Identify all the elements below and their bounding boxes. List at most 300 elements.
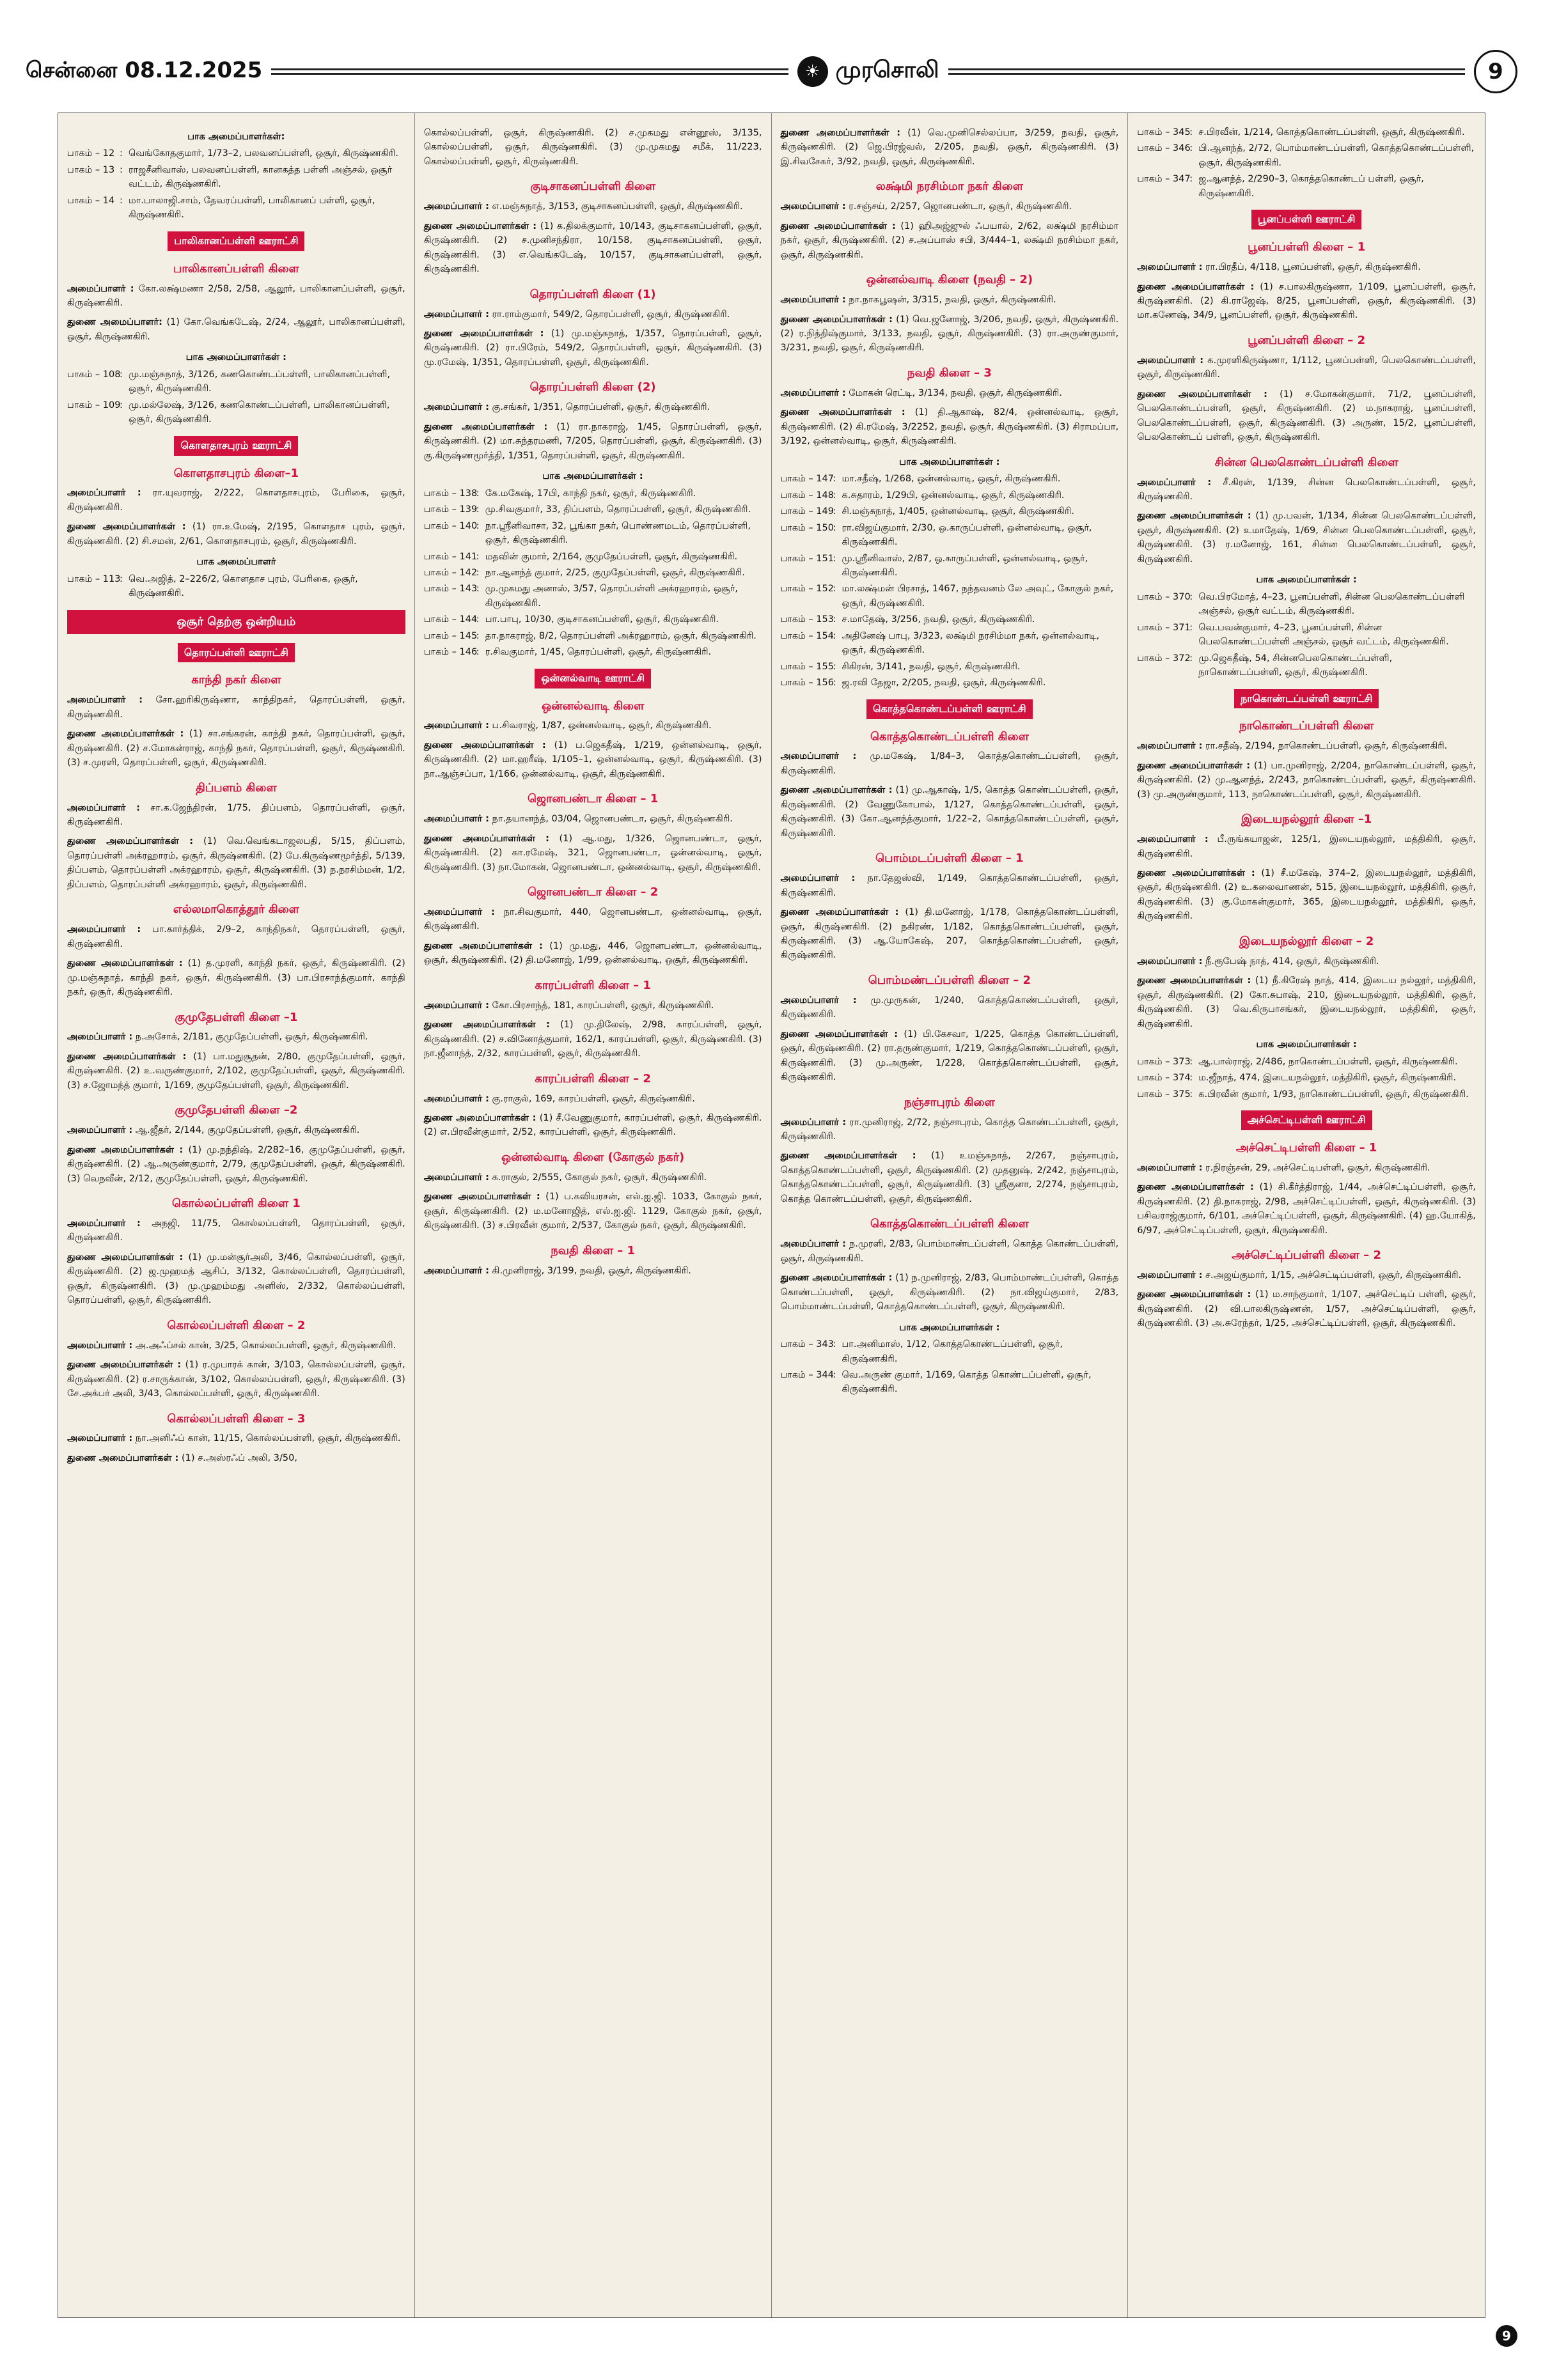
branch-heading: பூனப்பள்ளி கிளை – 1 (1248, 240, 1366, 254)
organiser-details: (1) ஹிஅஜ்ஜுல் ஃபயால், 2/62, லக்ஷ்மி நரசிம்மா நகர், ஒசூர், கிருஷ்ணகிரி. (2) ச.அப்பாஸ் சபி, 3/444–1, லக்ஷ்மி நரசிம்மா நகர், ஒசூர், கிருஷ்ணகிரி. (780, 221, 1119, 260)
booth-organiser: ஆ.பால்ராஜ், 2/486, நாகொண்டப்பள்ளி, ஒசூர், கிருஷ்ணகிரி. (1198, 1056, 1458, 1067)
role-label: துணை அமைப்பாளர்கள் : (780, 221, 896, 231)
branch-heading: கொல்லப்பள்ளி கிளை – 2 (167, 1318, 306, 1332)
organiser-details: (1) ம.சாந்குமார், 1/107, அச்செட்டிப் பள்ளி, ஒசூர், கிருஷ்ணகிரி. (2) வி.பாலகிருஷ்ணன், 1/57, அச்செட்டிப்பள்ளி, ஒசூர், கிருஷ்ணகிரி. (3) அ.சுரேந்தர், 1/25, அச்செட்டிப்பள்ளி, ஒசூர், கிருஷ்ணகிரி. (1137, 1289, 1476, 1329)
row-separator: : (476, 584, 480, 595)
organiser-details: (1) மு.மஞ்சுநாத், 1/357, தொரப்பள்ளி, ஒசூர், கிருஷ்ணகிரி. (2) ரா.பிரேம், 549/2, தொரப்பள்ளி, ஒசூர், கிருஷ்ணகிரி. (3) மு.ரமேஷ், 1/351, தொரப்பள்ளி, ஒசூர், கிருஷ்ணகிரி. (423, 329, 762, 368)
organiser-entry (424, 1190, 762, 1233)
row-separator: : (476, 614, 480, 625)
role-label: துணை அமைப்பாளர்கள் : (1137, 389, 1267, 400)
paper-logo (797, 56, 939, 87)
row-separator: : (1189, 127, 1193, 137)
organiser-entry (781, 1271, 1119, 1314)
organiser-entry (781, 313, 1119, 355)
organiser-entry (781, 1116, 1119, 1144)
branch-heading: நவதி கிளை – 1 (551, 1243, 636, 1257)
organiser-details: (1) ந.முனிராஜ், 2/83, பொம்மாண்டப்பள்ளி, கொத்த கொண்டப்பள்ளி, ஒசூர், கிருஷ்ணகிரி. (2) நா.விஜய்குமார், 2/83, பொம்மாண்டப்பள்ளி, கொத்தகொண்டப்பள்ளி, ஒசூர், கிருஷ்ணகிரி. (780, 1273, 1119, 1312)
booth-organiser: மு.மஞ்சுநாத், 3/126, கணகொண்டப்பள்ளி, பாலிகானப்பள்ளி, ஒசூர், கிருஷ்ணகிரி. (129, 369, 391, 394)
role-label: அமைப்பாளர் : (423, 1172, 489, 1183)
panchayat-heading: கொளதாசபுரம் ஊராட்சி (174, 436, 298, 456)
organiser-details: ரா.முனிராஜ், 2/72, நஞ்சாபுரம், கொத்த கொண்டப்பள்ளி, ஒசூர், கிருஷ்ணகிரி. (780, 1117, 1119, 1142)
booth-row (1137, 1071, 1476, 1085)
booth-row (781, 472, 1119, 486)
organiser-details: (1) ர.முபாரக் கான், 3/103, கொல்லப்பள்ளி, ஒசூர், கிருஷ்ணகிரி. (2) ர.சாருக்கான், 3/102, கொல்லப்பள்ளி, ஒசூர், கிருஷ்ணகிரி. (3) சே.அக்பர் அலி, 3/43, கொல்லப்பள்ளி, ஒசூர், கிருஷ்ணகிரி. (67, 1360, 405, 1399)
organiser-details: (1) சா.சங்கரன், காந்தி நகர், தொரப்பள்ளி, ஒசூர், கிருஷ்ணகிரி. (2) ச.மோகன்ராஜ், காந்தி நகர், தொரப்பள்ளி, ஒசூர், கிருஷ்ணகிரி. (3) ச.முரளி, தொரப்பள்ளி, ஒசூர், கிருஷ்ணகிரி. (67, 729, 405, 768)
organiser-details: நா.சிவகுமார், 440, ஜொனபண்டா, ஒன்னல்வாடி, ஒசூர், கிருஷ்ணகிரி. (423, 907, 762, 932)
organiser-details: (1) மு.மது, 446, ஜொனபண்டா, ஒன்னல்வாடி, ஒசூர், கிருஷ்ணகிரி. (2) தி.மனோஜ், 1/99, ஒன்னல்வாடி, ஒசூர், கிருஷ்ணகிரி. (423, 940, 762, 966)
role-label: துணை அமைப்பாளர்கள் : (67, 1452, 179, 1463)
role-label: அமைப்பாளர் : (67, 1032, 133, 1043)
row-separator: : (120, 195, 123, 206)
row-separator: : (476, 551, 480, 562)
organiser-details: ரா.யுவராஜ், 2/222, கொளதாசபுரம், பேரிகை, ஒசூர், கிருஷ்ணகிரி. (67, 488, 405, 513)
organiser-entry (424, 832, 762, 875)
role-label: துணை அமைப்பாளர்: (67, 317, 162, 328)
role-label: அமைப்பாளர் : (780, 387, 846, 398)
booth-organiser: மா.லக்ஷ்மன் பிரசாத், 1467, நந்தவனம் லே அவுட், கோகுல் நகர், ஒசூர், கிருஷ்ணகிரி. (842, 584, 1114, 609)
organiser-details: ஆ.ஜீதர், 2/144, குமுதேப்பள்ளி, ஒசூர், கிருஷ்ணகிரி. (135, 1125, 360, 1136)
role-label: அமைப்பாளர் : (1137, 262, 1203, 273)
organiser-entry (781, 219, 1119, 262)
panchayat-heading: தொரப்பள்ளி ஊராட்சி (178, 643, 295, 663)
role-label: அமைப்பாளர் : (423, 1093, 489, 1104)
organiser-entry (424, 1171, 762, 1185)
branch-heading: காந்தி நகர் கிளை (191, 673, 281, 687)
role-label: அமைப்பாளர் : (67, 1433, 133, 1444)
organiser-details: கொல்லப்பள்ளி, ஒசூர், கிருஷ்ணகிரி. (2) ச.முகமது என்னூஸ், 3/135, கொல்லப்பள்ளி, ஒசூர், கிருஷ்ணகிரி. (3) மு.முகமது சமீக், 11/223, கொல்லப்பள்ளி, ஒசூர், கிருஷ்ணகிரி. (423, 128, 762, 167)
organiser-entry (67, 1250, 405, 1308)
booth-number: பாகம் – 370 (1137, 591, 1191, 602)
booth-row (67, 398, 405, 427)
role-label: துணை அமைப்பாளர்கள் : (67, 1252, 184, 1263)
branch-heading: காரப்பள்ளி கிளை – 2 (535, 1071, 651, 1085)
organiser-details: (1) பா.மதுசூதன், 2/80, குமுதேப்பள்ளி, ஒசூர், கிருஷ்ணகிரி. (2) உ.வருண்குமார், 2/102, குமுதேப்பள்ளி, ஒசூர், கிருஷ்ணகிரி. (3) ச.ஜோமந்த் குமார், 1/169, குமுதேப்பள்ளி, ஒசூர், கிருஷ்ணகிரி. (67, 1051, 405, 1091)
organiser-entry (67, 1431, 405, 1445)
row-separator: : (120, 369, 123, 380)
masthead-rule-left (271, 68, 788, 75)
booth-number: பாகம் – 154 (780, 630, 834, 641)
role-label: துணை அமைப்பாளர்கள் : (780, 314, 893, 325)
organiser-entry (67, 727, 405, 770)
booth-organiser: பா.பாபு, 10/30, குடிசாகனப்பள்ளி, ஒசூர், கிருஷ்ணகிரி. (485, 614, 719, 625)
organiser-entry (67, 1143, 405, 1186)
booth-number: பாகம் – 109 (67, 400, 121, 410)
organiser-entry (67, 834, 405, 892)
organiser-entry (424, 905, 762, 934)
organiser-details: (1) ச.பாலகிருஷ்ணா, 1/109, பூனப்பள்ளி, ஒசூர், கிருஷ்ணகிரி. (2) கி.ராஜேஷ், 8/25, பூனப்பள்ளி, ஒசூர், கிருஷ்ணகிரி. (3) மா.கணேஷ், 34/9, பூனப்பள்ளி, ஒசூர், கிருஷ்ணகிரி. (1137, 281, 1476, 321)
role-label: துணை அமைப்பாளர்கள் : (780, 1029, 898, 1039)
organiser-details: ரா.பிரதீப், 4/118, பூனப்பள்ளி, ஒசூர், கிருஷ்ணகிரி. (1205, 262, 1421, 273)
branch-heading: தொரப்பள்ளி கிளை (2) (529, 380, 656, 394)
booth-number: பாகம் – 143 (423, 584, 478, 595)
role-label: துணை அமைப்பாளர்கள் : (423, 421, 548, 432)
booth-organiser: மா.சதீஷ், 1/268, ஒன்னல்வாடி, ஒசூர், கிருஷ்ணகிரி. (842, 474, 1061, 485)
column-2 (415, 113, 772, 2317)
booth-number: பாகம் – 345 (1137, 127, 1191, 137)
booth-row (1137, 651, 1476, 680)
organiser-details: (1) பா.முனிராஜ், 2/204, நாகொண்டப்பள்ளி, ஒசூர், கிருஷ்ணகிரி. (2) மு.ஆனந்த், 2/243, நாகொண்டப்பள்ளி, ஒசூர், கிருஷ்ணகிரி. (3) மு.அருண்குமார், 113, நாகொண்டப்பள்ளி, ஒசூர், கிருஷ்ணகிரி. (1137, 760, 1476, 800)
organiser-entry (424, 307, 762, 322)
booth-row (781, 676, 1119, 690)
role-label: அமைப்பாளர் : (1137, 477, 1212, 488)
booth-organiser: சி.மஞ்சுநாத், 1/405, ஒன்னல்வாடி, ஒசூர், கிருஷ்ணகிரி. (842, 506, 1074, 517)
organiser-details: நா.தயானந்த், 03/04, ஜொனபண்டா, ஒசூர், கிருஷ்ணகிரி. (492, 814, 733, 825)
column-3 (772, 113, 1129, 2317)
organiser-details: நா.அனிஃப் கான், 11/15, கொல்லப்பள்ளி, ஒசூர், கிருஷ்ணகிரி. (135, 1433, 401, 1444)
organiser-entry (67, 1123, 405, 1137)
booth-number: பாகம் – 375 (1137, 1089, 1191, 1100)
booth-organiser: மு.சிவகுமார், 33, திப்பளம், தொரப்பள்ளி, ஒசூர், கிருஷ்ணகிரி. (485, 504, 751, 515)
role-label: துணை அமைப்பாளர்கள் : (780, 1151, 916, 1162)
organiser-entry (1137, 354, 1476, 382)
organiser-details: எ.மஞ்சுநாத், 3/153, குடிசாகனப்பள்ளி, ஒசூர், கிருஷ்ணகிரி. (492, 201, 743, 212)
row-separator: : (833, 553, 836, 564)
booth-organiser: ச.மாதேஷ், 3/256, நவதி, ஒசூர், கிருஷ்ணகிரி. (842, 614, 1035, 625)
booth-number: பாகம் – 148 (780, 490, 834, 501)
booth-organiser: பி.ஆனந்த், 2/72, பொம்மாண்டப்பள்ளி, கொத்தகொண்டப்பள்ளி, ஒசூர், கிருஷ்ணகிரி. (1198, 143, 1475, 168)
booth-number: பாகம் – 147 (780, 474, 834, 485)
booth-number: பாகம் – 372 (1137, 653, 1191, 664)
branch-heading: கொல்லப்பள்ளி கிளை 1 (171, 1197, 301, 1211)
organiser-entry (781, 871, 1119, 900)
role-label: அமைப்பாளர் : (423, 814, 489, 825)
organiser-details: கு.சங்கர், 1/351, தொரப்பள்ளி, ஒசூர், கிருஷ்ணகிரி. (492, 402, 710, 413)
branch-heading: திப்பளம் கிளை (196, 781, 277, 795)
role-label: துணை அமைப்பாளர்கள் : (423, 833, 549, 844)
organiser-details: (1) வெ.ஜனோஜ், 3/206, நவதி, ஒசூர், கிருஷ்ணகிரி. (2) ர.நித்திஷ்குமார், 3/133, நவதி, ஒசூர், கிருஷ்ணகிரி. (3) ரா.அருண்குமார், 3/231, நவதி, ஒசூர், கிருஷ்ணகிரி. (780, 314, 1119, 354)
organiser-details: (1) சி.கீர்த்திராஜ், 1/44, அச்செட்டிப்பள்ளி, ஒசூர், கிருஷ்ணகிரி. (2) தி.நாகராஜ், 2/98, அச்செட்டிப்பள்ளி, ஒசூர், கிருஷ்ணகிரி. (3) பசிவராஜ்குமார், 6/101, அச்செட்டிப்பள்ளி, ஒசூர், கிருஷ்ணகிரி. (4) ஹ.யோகித், 6/97, அச்செட்டிப்பள்ளி, ஒசூர், கிருஷ்ணகிரி. (1137, 1182, 1476, 1236)
organiser-entry (781, 993, 1119, 1022)
organiser-entry (1137, 759, 1476, 802)
booth-organiser: மா.பாலாஜி.சாம், தேவரப்பள்ளி, பாலிகானப் பள்ளி, ஒசூர், கிருஷ்ணகிரி. (129, 195, 375, 221)
organiser-details: பீ.ருங்கயாஜன், 125/1, இடையநல்லூர், மத்திகிரி, ஒசூர், கிருஷ்ணகிரி. (1137, 834, 1476, 859)
booth-organiser: தா.நாகராஜ், 8/2, தொரப்பள்ளி அக்ரஹாரம், ஒசூர், கிருஷ்ணகிரி. (485, 630, 756, 641)
organiser-entry (67, 1050, 405, 1093)
role-label: துணை அமைப்பாளர்கள் : (67, 522, 186, 533)
organiser-details: கோ.பிரசாந்த், 181, காரப்பள்ளி, ஒசூர், கிருஷ்ணகிரி. (492, 1000, 714, 1011)
section-subheading: பாக அமைப்பாளர்கள் : (1256, 575, 1357, 586)
row-separator: : (833, 474, 836, 485)
booth-number: பாகம் – 153 (780, 614, 834, 625)
role-label: அமைப்பாளர் : (67, 1125, 133, 1136)
branch-heading: இடையநல்லூர் கிளை – 2 (1239, 934, 1374, 948)
organiser-entry (781, 126, 1119, 169)
booth-number: பாகம் – 146 (423, 647, 478, 658)
role-label: துணை அமைப்பாளர்கள் : (423, 1192, 540, 1202)
organiser-details: ர.சஞ்சய், 2/257, ஜொனபண்டா, ஒசூர், கிருஷ்ணகிரி. (849, 201, 1072, 212)
organiser-details: நா.தேஜஸ்வி, 1/149, கொத்தகொண்டப்பள்ளி, ஒசூர், கிருஷ்ணகிரி. (780, 873, 1119, 898)
organiser-entry (67, 486, 405, 515)
booth-number: பாகம் – 344 (780, 1369, 834, 1380)
organiser-entry (424, 400, 762, 414)
role-label: துணை அமைப்பாளர்கள் : (423, 329, 544, 339)
organiser-details: (1) வெ.முனிசெல்லப்பா, 3/259, நவதி, ஒசூர், கிருஷ்ணகிரி. (2) ஜெ.பிரஜ்வல், 2/205, நவதி, ஒசூர், கிருஷ்ணகிரி. (3) இ.சிவசேகர், 3/92, நவதி, ஒசூர், கிருஷ்ணகிரி. (780, 128, 1119, 167)
role-label: துணை அமைப்பாளர்கள் : (780, 785, 893, 796)
booth-row (1137, 141, 1476, 170)
rising-sun-emblem-icon: ☀ (797, 56, 828, 87)
booth-row (424, 550, 762, 564)
booth-number: பாகம் – 149 (780, 506, 834, 517)
booth-row (781, 660, 1119, 674)
branch-heading: நாகொண்டப்பள்ளி கிளை (1239, 719, 1374, 733)
organiser-details: (1) ரா.நாகராஜ், 1/45, தொரப்பள்ளி, ஒசூர், கிருஷ்ணகிரி. (2) மா.சுந்தரமணி, 7/205, தொரப்பள்ளி, ஒசூர், கிருஷ்ணகிரி. (3) கு.கிருஷ்ணமூர்த்தி, 1/351, தொரப்பள்ளி, ஒசூர், கிருஷ்ணகிரி. (423, 421, 762, 461)
role-label: அமைப்பாளர் : (1137, 834, 1209, 845)
organiser-entry (1137, 1161, 1476, 1175)
section-subheading: பாக அமைப்பாளர்கள் : (185, 352, 286, 363)
organiser-details: மு.முருகன், 1/240, கொத்தகொண்டப்பள்ளி, ஒசூர், கிருஷ்ணகிரி. (780, 995, 1119, 1020)
row-separator: : (833, 661, 836, 672)
branch-heading: பாலிகானப்பள்ளி கிளை (173, 261, 299, 276)
booth-row (1137, 172, 1476, 201)
organiser-entry (781, 293, 1119, 307)
branch-heading: அச்செட்டிப்பள்ளி கிளை – 2 (1232, 1248, 1382, 1262)
branch-heading: கொத்தகொண்டப்பள்ளி கிளை (870, 729, 1029, 743)
booth-number: பாகம் – 12 (67, 148, 115, 159)
row-separator: : (833, 1369, 836, 1380)
organiser-details: (1) த.முரளி, காந்தி நகர், ஒசூர், கிருஷ்ணகிரி. (2) மு.மஞ்சுநாத், காந்தி நகர், ஒசூர், கிருஷ்ணகிரி. (3) பா.பிரசாந்த்குமார், காந்தி நகர், ஒசூர், கிருஷ்ணகிரி. (67, 958, 405, 998)
row-separator: : (833, 490, 836, 501)
organiser-details: (1) க.திலக்குமார், 10/143, குடிசாகனப்பள்ளி, ஒசூர், கிருஷ்ணகிரி. (2) ச.முனிசந்திரா, 10/158, குடிசாகனப்பள்ளி, ஒசூர், கிருஷ்ணகிரி. (3) எ.வெங்கடேஷ், 10/157, குடிசாகனப்பள்ளி, ஒசூர், கிருஷ்ணகிரி. (423, 221, 762, 275)
organiser-entry (67, 1358, 405, 1401)
booth-organiser: மதவின் குமார், 2/164, குமுதேப்பள்ளி, ஒசூர், கிருஷ்ணகிரி. (485, 551, 738, 562)
organiser-details: (1) சீ.மகேஷ், 374–2, இடையநல்லூர், மத்திகிரி, ஒசூர், கிருஷ்ணகிரி. (2) உ.கலைவாணன், 515, இடையநல்லூர், மத்திகிரி, ஒசூர், கிருஷ்ணகிரி. (3) கு.மோகன்குமார், 365, இடையநல்லூர், மத்திகிரி, ஒசூர், கிருஷ்ணகிரி. (1137, 867, 1476, 922)
organiser-entry (424, 126, 762, 169)
organiser-entry (1137, 387, 1476, 445)
section-subheading: பாக அமைப்பாளர்கள் : (899, 456, 1000, 467)
column-4 (1128, 113, 1485, 2317)
row-separator: : (833, 584, 836, 595)
booth-row (781, 1368, 1119, 1397)
column-1 (58, 113, 415, 2317)
booth-number: பாகம் – 113 (67, 573, 121, 584)
organiser-details: க.முரளிகிருஷ்ணா, 1/112, பூனப்பள்ளி, பெலகொண்டப்பள்ளி, ஒசூர், கிருஷ்ணகிரி. (1137, 355, 1476, 380)
organiser-details: (1) மு.பவன், 1/134, சின்ன பெலகொண்டப்பள்ளி, ஒசூர், கிருஷ்ணகிரி. (2) உமாதேஷ், 1/69, சின்ன பெலகொண்டப்பள்ளி, ஒசூர், கிருஷ்ணகிரி. (3) ர.மனோஜ், 161, சின்ன பெலகொண்டப்பள்ளி, ஒசூர், கிருஷ்ணகிரி. (1137, 511, 1476, 564)
page-number-badge: 9 (1474, 50, 1517, 93)
row-separator: : (1189, 174, 1193, 185)
booth-number: பாகம் – 142 (423, 567, 478, 578)
organiser-details: (1) தி.ஆகாஷ், 82/4, ஒன்னல்வாடி, ஒசூர், கிருஷ்ணகிரி. (2) கி.ரமேஷ், 3/2252, நவதி, ஒசூர், கிருஷ்ணகிரி. (3) சிராமப்பா, 3/192, ஒன்னல்வாடி, ஒசூர், கிருஷ்ணகிரி. (780, 407, 1119, 447)
role-label: அமைப்பாளர் : (780, 1117, 847, 1128)
organiser-entry (67, 1451, 405, 1465)
role-label: துணை அமைப்பாளர்கள் : (67, 729, 184, 740)
role-label: அமைப்பாளர் : (67, 1218, 141, 1229)
organiser-entry (67, 956, 405, 999)
organiser-entry (781, 905, 1119, 963)
branch-heading: அச்செட்டிபள்ளி கிளை – 1 (1235, 1140, 1377, 1155)
organiser-details: (1) பி.கேசவா, 1/225, கொத்த கொண்டப்பள்ளி, ஒசூர், கிருஷ்ணகிரி. (2) ரா.தருண்குமார், 1/219, கொத்தகொண்டப்பள்ளி, ஒசூர், கிருஷ்ணகிரி. (3) மு.அருண், 1/228, கொத்தகொண்டப்பள்ளி, ஒசூர், கிருஷ்ணகிரி. (780, 1029, 1119, 1083)
role-label: துணை அமைப்பாளர்கள் : (67, 1051, 187, 1062)
role-label: அமைப்பாளர் : (1137, 1162, 1203, 1173)
role-label: அமைப்பாளர் : (423, 201, 489, 212)
role-label: அமைப்பாளர் : (67, 924, 141, 935)
branch-heading: கொல்லப்பள்ளி கிளை – 3 (167, 1412, 306, 1426)
role-label: அமைப்பாளர் : (780, 201, 846, 212)
row-separator: : (476, 504, 480, 515)
organiser-entry (1137, 739, 1476, 753)
role-label: துணை அமைப்பாளர்கள் : (423, 1113, 537, 1124)
organiser-details: (1) சீ.வேணுகுமார், காரப்பள்ளி, ஒசூர், கிருஷ்ணகிரி. (2) எ.பிரவீன்குமார், 2/52, காரப்பள்ளி, ஒசூர், கிருஷ்ணகிரி. (423, 1113, 762, 1138)
organiser-details: ரா.ராம்குமார், 549/2, தொரப்பள்ளி, ஒசூர், கிருஷ்ணகிரி. (492, 309, 730, 320)
booth-organiser: சிகிரன், 3/141, நவதி, ஒசூர், கிருஷ்ணகிரி. (842, 661, 1021, 672)
organiser-details: நீ.ரூபேஷ் நாத், 414, ஒசூர், கிருஷ்ணகிரி. (1205, 956, 1379, 967)
row-separator: : (1189, 1073, 1193, 1084)
role-label: அமைப்பாளர் : (67, 488, 141, 499)
organiser-entry (424, 327, 762, 369)
role-label: அமைப்பாளர் : (780, 1239, 846, 1250)
row-separator: : (1189, 1056, 1193, 1067)
booth-row (424, 612, 762, 626)
row-separator: : (120, 573, 123, 584)
booth-row (781, 488, 1119, 502)
organiser-entry (67, 520, 405, 548)
branch-heading: குடிசாகனப்பள்ளி கிளை (530, 180, 656, 194)
branch-heading: கொத்தகொண்டப்பள்ளி கிளை (870, 1217, 1029, 1231)
organiser-details: (1) உமஞ்சுநாத், 2/267, நஞ்சாபுரம், கொத்தகொண்டப்பள்ளி, ஒசூர், கிருஷ்ணகிரி. (2) முதனுஷ், 2/242, நஞ்சாபுரம், கொத்தகொண்டப்பள்ளி, ஒசூர், கிருஷ்ணகிரி. (3) ஸ்ரீகுனா, 2/274, நஞ்சாபுரம், கொத்த கொண்டப்பள்ளி, ஒசூர், கிருஷ்ணகிரி. (780, 1151, 1119, 1204)
organiser-details: (1) மு.மன்சூர்அலி, 3/46, கொல்லப்பள்ளி, ஒசூர், கிருஷ்ணகிரி. (2) ஜ.முஹமத் ஆசிப், 3/132, கொல்லப்பள்ளி, தொரப்பள்ளி, ஒசூர், கிருஷ்ணகிரி. (3) மு.முஹம்மது அனிஸ், 2/332, கொல்லப்பள்ளி, தொரப்பள்ளி, ஒசூர், கிருஷ்ணகிரி. (67, 1252, 405, 1306)
organiser-entry (67, 1217, 405, 1245)
booth-number: பாகம் – 141 (423, 551, 478, 562)
organiser-entry (424, 939, 762, 968)
booth-organiser: ர.சிவகுமார், 1/45, தொரப்பள்ளி, ஒசூர், கிருஷ்ணகிரி. (485, 647, 712, 658)
organiser-entry (424, 1092, 762, 1106)
branch-heading: பொம்மடப்பள்ளி கிளை – 1 (875, 852, 1024, 866)
organiser-entry (424, 812, 762, 826)
booth-number: பாகம் – 346 (1137, 143, 1191, 154)
organiser-details: (1) மு.ஆகாஷ், 1/5, கொத்த கொண்டப்பள்ளி, ஒசூர், கிருஷ்ணகிரி. (2) வேணுகோபால், 1/127, கொத்தகொண்டப்பள்ளி, ஒசூர், கிருஷ்ணகிரி. (3) கோ.ஆனந்த்குமார், 1/22–2, கொத்தகொண்டப்பள்ளி, ஒசூர், கிருஷ்ணகிரி. (780, 785, 1119, 839)
booth-organiser: ம.ஜீநாத், 474, இடையநல்லூர், மத்திகிரி, ஒசூர், கிருஷ்ணகிரி. (1198, 1073, 1457, 1084)
booth-number: பாகம் – 374 (1137, 1073, 1191, 1084)
booth-organiser: நா.ஆனந்த் குமார், 2/25, குமுதேப்பள்ளி, ஒசூர், கிருஷ்ணகிரி. (485, 567, 745, 578)
row-separator: : (833, 630, 836, 641)
role-label: துணை அமைப்பாளர்கள் : (67, 958, 183, 969)
row-separator: : (120, 400, 123, 410)
paper-name: முரசொலி (835, 57, 939, 83)
booth-row (67, 194, 405, 222)
organiser-entry (424, 1018, 762, 1061)
branch-heading: ஒன்னல்வாடி கிளை (நவதி – 2) (866, 273, 1033, 287)
edition-date: சென்னை 08.12.2025 (26, 58, 263, 83)
organiser-details: க.ராகுல், 2/555, கோகுல் நகர், ஒசூர், கிருஷ்ணகிரி. (492, 1172, 707, 1183)
booth-organiser: க.பிரவீன் குமார், 1/93, நாகொண்டப்பள்ளி, ஒசூர், கிருஷ்ணகிரி. (1198, 1089, 1469, 1100)
booth-organiser: பா.அனிமாஸ், 1/12, கொத்தகொண்டப்பள்ளி, ஒசூர், கிருஷ்ணகிரி. (842, 1339, 1063, 1364)
organiser-entry (1137, 1268, 1476, 1282)
booth-organiser: நா.ஸ்ரீனிவாசா, 32, பூங்கா நகர், பொண்ணமடம், தொரப்பள்ளி, ஒசூர், கிருஷ்ணகிரி. (485, 520, 751, 546)
role-label: துணை அமைப்பாளர்கள் : (423, 740, 546, 751)
organiser-entry (1137, 1287, 1476, 1330)
role-label: அமைப்பாளர் : (423, 720, 489, 731)
booth-organiser: வெ.பிரமோத், 4–23, பூனப்பள்ளி, சின்ன பெலகொண்டப்பள்ளி அஞ்சல், ஒசூர் வட்டம், கிருஷ்ணகிரி. (1198, 591, 1465, 617)
booth-organiser: ஜ.ரவி தேஜா, 2/205, நவதி, ஒசூர், கிருஷ்ணகிரி. (842, 678, 1046, 688)
role-label: அமைப்பாளர் : (1137, 741, 1203, 752)
organiser-entry (1137, 509, 1476, 566)
booth-number: பாகம் – 14 (67, 195, 115, 206)
organiser-entry (67, 801, 405, 830)
row-separator: : (476, 647, 480, 658)
booth-organiser: மு.ஜெகதீஷ், 54, சின்னபெலகொண்டப்பள்ளி, நாகொண்டப்பள்ளி, ஒசூர், கிருஷ்ணகிரி. (1198, 653, 1393, 678)
role-label: அமைப்பாளர் : (780, 873, 856, 884)
organiser-details: (1) மு.நந்திஷ், 2/282–16, குமுதேப்பள்ளி, ஒசூர், கிருஷ்ணகிரி. (2) ஆ.அருண்குமார், 2/79, குமுதேப்பள்ளி, ஒசூர், கிருஷ்ணகிரி. (3) வெநவீன், 2/12, குமுதேப்பள்ளி, ஒசூர், கிருஷ்ணகிரி. (67, 1144, 405, 1184)
organiser-details: (1) கோ.வெங்கடேஷ், 2/24, ஆலூர், பாலிகானப்பள்ளி, ஒசூர், கிருஷ்ணகிரி. (67, 317, 405, 342)
panchayat-heading: நாகொண்டப்பள்ளி ஊராட்சி (1234, 689, 1379, 709)
organiser-entry (1137, 260, 1476, 274)
role-label: துணை அமைப்பாளர்கள் : (423, 1020, 550, 1031)
booth-number: பாகம் – 152 (780, 584, 834, 595)
organiser-details: நா.நாகபூஷன், 3/315, நவதி, ஒசூர், கிருஷ்ணகிரி. (849, 295, 1056, 306)
organiser-details: (1) ப.ஜெகதீஷ், 1/219, ஒன்னல்வாடி, ஒசூர், கிருஷ்ணகிரி. (2) மா.ஹரீஷ், 1/105–1, ஒன்னல்வாடி, ஒசூர், கிருஷ்ணகிரி. (3) நா.ஆஞ்சப்பா, 1/166, ஒன்னல்வாடி, ஒசூர், கிருஷ்ணகிரி. (423, 740, 762, 779)
branch-heading: இடையநல்லூர் கிளை –1 (1241, 813, 1372, 827)
booth-number: பாகம் – 150 (780, 522, 834, 533)
row-separator: : (120, 164, 123, 175)
row-separator: : (1189, 143, 1193, 154)
organiser-entry (1137, 1180, 1476, 1238)
branch-heading: ஒன்னல்வாடி கிளை (542, 699, 645, 713)
organiser-entry (424, 738, 762, 781)
branch-heading: குமுதேபள்ளி கிளை –1 (175, 1010, 298, 1024)
organiser-details: ச.அஜய்குமார், 1/15, அச்செட்டிப்பள்ளி, ஒசூர், கிருஷ்ணகிரி. (1205, 1270, 1462, 1280)
branch-heading: தொரப்பள்ளி கிளை (1) (529, 287, 656, 301)
booth-row (424, 502, 762, 517)
row-separator: : (476, 488, 480, 499)
organiser-entry (781, 1237, 1119, 1266)
booth-number: பாகம் – 347 (1137, 174, 1191, 185)
role-label: துணை அமைப்பாளர்கள் : (780, 407, 905, 418)
branch-heading: குமுதேபள்ளி கிளை –2 (175, 1103, 298, 1117)
booth-row (781, 521, 1119, 550)
role-label: அமைப்பாளர் : (67, 695, 143, 706)
role-label: அமைப்பாளர் : (1137, 355, 1203, 366)
role-label: அமைப்பாளர் : (1137, 1270, 1203, 1280)
branch-heading: கொளதாசபுரம் கிளை–1 (173, 466, 299, 480)
role-label: துணை அமைப்பாளர்கள் : (67, 1360, 182, 1371)
role-label: துணை அமைப்பாளர்கள் : (1137, 281, 1255, 292)
organiser-details: (1) நீ.கிரேஷ் நாத், 414, இடைய நல்லூர், மத்திகிரி, ஒசூர், கிருஷ்ணகிரி. (2) கோ.சுபாஷ், 210, இடையநல்லூர், மத்திகிரி, ஒசூர், கிருஷ்ணகிரி. (3) வெ.கிருபாசங்கர், இடையநல்லூர், மத்திகிரி, ஒசூர், கிருஷ்ணகிரி. (1137, 976, 1476, 1029)
role-label: அமைப்பாளர் : (67, 283, 134, 294)
booth-number: பாகம் – 371 (1137, 622, 1191, 633)
organiser-details: மோகன் ரெட்டி, 3/134, நவதி, ஒசூர், கிருஷ்ணகிரி. (849, 387, 1062, 398)
organiser-entry (67, 1030, 405, 1044)
booth-organiser: மு.ஸ்ரீனிவாஸ், 2/87, ஒ.காருப்பள்ளி, ஒன்னல்வாடி, ஒசூர், கிருஷ்ணகிரி. (842, 553, 1088, 578)
role-label: துணை அமைப்பாளர்கள் : (1137, 976, 1251, 986)
branch-heading: நஞ்சாபுரம் கிளை (904, 1095, 995, 1109)
role-label: துணை அமைப்பாளர்கள் : (67, 836, 193, 847)
organiser-details: சா.க.ஜேந்திரன், 1/75, திப்பளம், தொரப்பள்ளி, ஒசூர், கிருஷ்ணகிரி. (67, 802, 405, 827)
booth-row (1137, 1087, 1476, 1101)
panchayat-heading: அச்செட்டிபள்ளி ஊராட்சி (1241, 1110, 1372, 1130)
booth-organiser: ஜ.ஆனந்த், 2/290–3, கொத்தகொண்டப் பள்ளி, ஒசூர், கிருஷ்ணகிரி. (1198, 174, 1424, 199)
role-label: அமைப்பாளர் : (423, 309, 489, 320)
role-label: துணை அமைப்பாளர்கள் : (67, 1144, 184, 1155)
role-label: அமைப்பாளர் : (423, 1265, 489, 1276)
booth-row (1137, 621, 1476, 649)
role-label: அமைப்பாளர் : (423, 907, 495, 918)
role-label: துணை அமைப்பாளர்கள் : (1137, 1182, 1254, 1193)
role-label: அமைப்பாளர் : (67, 802, 140, 813)
organiser-details: (1) தி.மனோஜ், 1/178, கொத்தகொண்டப்பள்ளி, ஒசூர், கிருஷ்ணகிரி. (2) நகிரண், 1/182, கொத்தகொண்டப்பள்ளி, ஒசூர், கிருஷ்ணகிரி. (3) ஆ.யோகேஷ், 207, கொத்தகொண்டப்பள்ளி, ஒசூர், கிருஷ்ணகிரி. (780, 907, 1119, 961)
role-label: துணை அமைப்பாளர்கள் : (780, 1273, 893, 1284)
branch-heading: ஜொனபண்டா கிளை – 1 (527, 792, 659, 806)
organiser-entry (424, 420, 762, 463)
organiser-details: மு.மகேஷ், 1/84–3, கொத்தகொண்டப்பள்ளி, ஒசூர், கிருஷ்ணகிரி. (780, 751, 1119, 776)
row-separator: : (1189, 591, 1193, 602)
booth-number: பாகம் – 13 (67, 164, 115, 175)
organiser-details: ரா.சதீஷ், 2/194, நாகொண்டப்பள்ளி, ஒசூர், கிருஷ்ணகிரி. (1205, 741, 1448, 752)
organiser-entry (781, 386, 1119, 400)
row-separator: : (120, 148, 123, 159)
role-label: துணை அமைப்பாளர்கள் : (423, 221, 537, 231)
organiser-details: (1) ஆ.மது, 1/326, ஜொனபண்டா, ஒசூர், கிருஷ்ணகிரி. (2) கா.ரமேஷ், 321, ஜொனபண்டா, ஒன்னல்வாடி, ஒசூர், கிருஷ்ணகிரி. (3) நா.மோகன், ஜொனபண்டா, ஒன்னல்வாடி, ஒசூர், கிருஷ்ணகிரி. (423, 833, 762, 873)
organiser-details: பா.கார்த்திக், 2/9–2, காந்திநகர், தொரப்பள்ளி, ஒசூர், கிருஷ்ணகிரி. (67, 924, 405, 949)
organiser-entry (67, 1339, 405, 1353)
